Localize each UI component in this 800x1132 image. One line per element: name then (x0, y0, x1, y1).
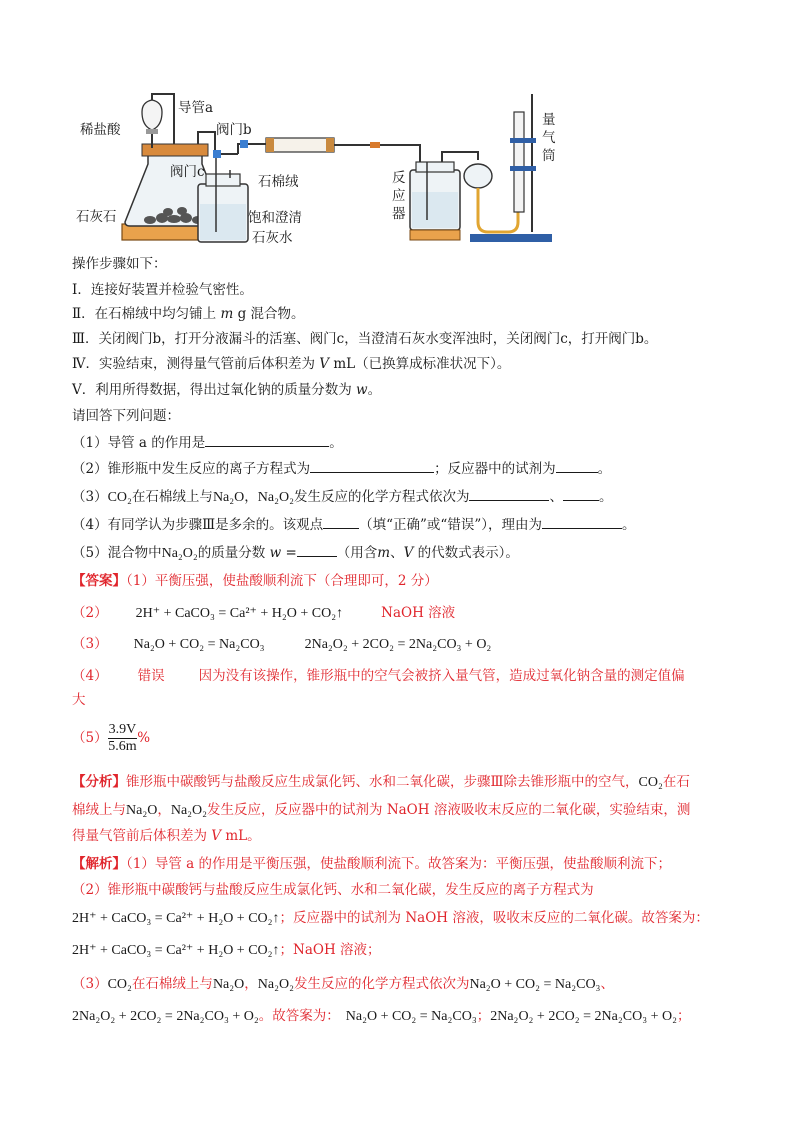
valve-b (240, 140, 248, 148)
label-reactor-1: 反 (392, 170, 406, 186)
asbestos-tube (266, 138, 334, 152)
answer-tag: 【答案】 (72, 573, 126, 589)
label-reactor-3: 器 (392, 206, 406, 222)
answer-5: （5） $\frac{3.9V}{5.6m}$ % (72, 722, 151, 754)
solution-4: 2H⁺ + CaCO₃ = Ca²⁺ + H₂O + CO₂↑；NaOH 溶液； (72, 942, 381, 958)
questions-intro: 请回答下列问题： (72, 408, 180, 424)
question-5: （5）混合物中Na₂O₂的质量分数 w = （用含m、V 的代数式表示）。 (72, 542, 519, 564)
label-burette-1: 量 (542, 112, 556, 128)
solution-2: （2）锥形瓶中碳酸钙与盐酸反应生成氯化钙、水和二氧化碳，发生反应的离子方程式为 (72, 882, 594, 898)
solution-6: 2Na₂O₂ + 2CO₂ = 2Na₂CO₃ + O₂。故答案为： Na₂O + CO₂ = Na₂CO₃；2Na₂O₂ + 2CO₂ = 2Na₂CO₃ + O₂； (72, 1008, 691, 1024)
label-limewater-1: 饱和澄清 (248, 210, 302, 226)
label-reactor-2: 应 (392, 188, 406, 204)
separatory-funnel (142, 100, 162, 130)
analysis-2: 棉绒上与Na₂O，Na₂O₂发生反应，反应器中的试剂为 NaOH 溶液吸收末反应的二氧化碳，实验结束，测 (72, 802, 691, 818)
step-4: Ⅳ．实验结束，测得量气管前后体积差为 V mL（已换算成标准状况下）。 (72, 356, 511, 372)
answer-2: （2） 2H⁺ + CaCO₃ = Ca²⁺ + H₂O + CO₂↑ NaOH 溶液 (72, 605, 456, 621)
steps-title: 操作步骤如下： (72, 256, 167, 272)
step-1: Ⅰ．连接好装置并检验气密性。 (72, 282, 253, 298)
question-4: （4）有同学认为步骤Ⅲ是多余的。该观点 （填“正确”或“错误”），理由为 。 (72, 514, 635, 535)
solution-1: 【解析】（1）导管 a 的作用是平衡压强，使盐酸顺利流下。故答案为：平衡压强，使盐酸顺利流下； (72, 856, 671, 872)
label-acid: 稀盐酸 (80, 122, 121, 138)
step-5: Ⅴ．利用所得数据，得出过氧化钠的质量分数为 w。 (72, 382, 382, 398)
solution-tag: 【解析】 (72, 856, 126, 872)
answer-3: （3） Na₂O + CO₂ = Na₂CO₃ 2Na₂O₂ + 2CO₂ = 2Na₂CO₃ + O₂ (72, 636, 492, 652)
stand-base (470, 234, 552, 242)
question-1: （1）导管 a 的作用是 。 (72, 432, 343, 453)
valve-c (213, 150, 221, 158)
label-asbestos: 石棉绒 (258, 174, 299, 190)
question-2: （2）锥形瓶中发生反应的离子方程式为 ；反应器中的试剂为 。 (72, 458, 611, 479)
solution-5: （3）CO₂在石棉绒上与Na₂O，Na₂O₂发生反应的化学方程式依次为Na₂O + CO₂ = Na₂CO₃、 (72, 976, 614, 992)
answer-1: 【答案】（1）平衡压强，使盐酸顺利流下（合理即可，2 分） (72, 573, 438, 589)
answer-4-cont: 大 (72, 692, 86, 708)
apparatus-diagram (70, 92, 580, 252)
label-valve-c: 阀门c (170, 164, 205, 180)
label-tube-a: 导管a (178, 100, 214, 116)
solution-3: 2H⁺ + CaCO₃ = Ca²⁺ + H₂O + CO₂↑；反应器中的试剂为 NaOH 溶液，吸收末反应的二氧化碳。故答案为： (72, 910, 709, 926)
leveling-bulb (464, 164, 492, 188)
label-burette-2: 气 (542, 130, 556, 146)
label-valve-b: 阀门b (216, 122, 252, 138)
analysis-3: 得量气管前后体积差为 V mL。 (72, 828, 261, 844)
step-2: Ⅱ．在石棉绒中均匀铺上 m g 混合物。 (72, 306, 305, 322)
analysis-tag: 【分析】 (72, 774, 126, 790)
step-3: Ⅲ．关闭阀门b，打开分液漏斗的活塞、阀门c，当澄清石灰水变浑浊时，关闭阀门c，打开阀门b。 (72, 331, 658, 347)
question-3: （3）CO₂在石棉绒上与Na₂O，Na₂O₂发生反应的化学方程式依次为 、 。 (72, 486, 612, 508)
answer-4: （4） 错误 因为没有该操作，锥形瓶中的空气会被挤入量气管，造成过氧化钠含量的测定值偏 (72, 668, 685, 684)
label-burette-3: 筒 (542, 148, 556, 164)
gas-burette (514, 112, 524, 212)
analysis-1: 【分析】锥形瓶中碳酸钙与盐酸反应生成氯化钙、水和二氧化碳，步骤Ⅲ除去锥形瓶中的空气，CO₂在石 (72, 774, 690, 790)
label-limestone: 石灰石 (76, 209, 117, 225)
label-limewater-2: 石灰水 (252, 230, 293, 246)
